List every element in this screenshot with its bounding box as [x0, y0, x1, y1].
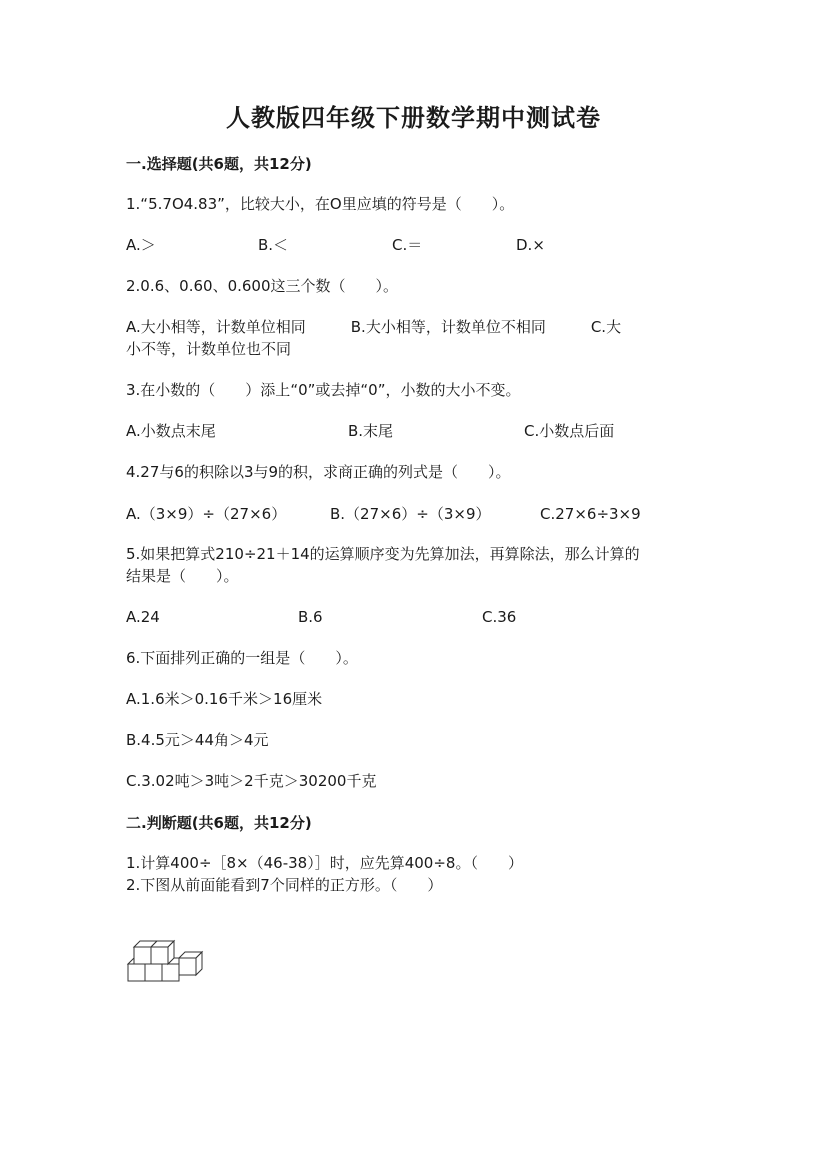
- question-6-option-c: C.3.02吨＞3吨＞2千克＞30200千克: [126, 772, 377, 790]
- option-d: D.×: [516, 236, 545, 254]
- question-5-line-2: 结果是（ ）。: [126, 567, 239, 585]
- option-c: C.小数点后面: [524, 422, 615, 440]
- option-c: C.27×6÷3×9: [540, 505, 641, 523]
- option-b: B.（27×6）÷（3×9）: [330, 505, 491, 523]
- cube-face: [151, 947, 168, 964]
- section-heading-choice: 一.选择题(共6题，共12分): [126, 155, 312, 173]
- option-a: A.小数点末尾: [126, 422, 216, 440]
- option-a: A.＞: [126, 236, 156, 254]
- question-1: 1.“5.7O4.83”，比较大小，在O里应填的符号是（ ）。: [126, 195, 515, 213]
- option-c: C.36: [482, 608, 517, 626]
- cube-face: [128, 964, 145, 981]
- question-6-option-b: B.4.5元＞44角＞4元: [126, 731, 269, 749]
- question-4-options: [126, 503, 726, 525]
- question-2-options-line-2: 小不等，计数单位也不同: [126, 340, 292, 358]
- question-6: 6.下面排列正确的一组是（ ）。: [126, 649, 358, 667]
- option-a: A.24: [126, 608, 160, 626]
- section-heading-judgment: 二.判断题(共6题，共12分): [126, 814, 312, 832]
- cube-face: [134, 947, 151, 964]
- option-b: B.6: [298, 608, 323, 626]
- question-2: 2.0.6、0.60、0.600这三个数（ ）。: [126, 277, 399, 295]
- cube-figure: [124, 936, 210, 986]
- cube-face: [145, 964, 162, 981]
- question-1-options: [126, 234, 726, 256]
- page-title: 人教版四年级下册数学期中测试卷: [226, 103, 601, 132]
- option-b: B.＜: [258, 236, 289, 254]
- question-3-options: [126, 420, 726, 442]
- judgment-1: 1.计算400÷［8×（46-38）］时，应先算400÷8。（ ）: [126, 854, 523, 872]
- question-5-options: [126, 606, 726, 628]
- question-6-option-a: A.1.6米＞0.16千米＞16厘米: [126, 690, 323, 708]
- option-a: A.（3×9）÷（27×6）: [126, 505, 287, 523]
- option-b: B.末尾: [348, 422, 394, 440]
- cube-face: [179, 958, 196, 975]
- judgment-2: 2.下图从前面能看到7个同样的正方形。（ ）: [126, 876, 443, 894]
- question-4: 4.27与6的积除以3与9的积，求商正确的列式是（ ）。: [126, 463, 511, 481]
- option-c: C.＝: [392, 236, 423, 254]
- cube-face: [162, 964, 179, 981]
- question-5-line-1: 5.如果把算式210÷21＋14的运算顺序变为先算加法，再算除法，那么计算的: [126, 545, 640, 563]
- question-2-options-line-1: A.大小相等，计数单位相同 B.大小相等，计数单位不相同 C.大: [126, 318, 622, 336]
- question-3: 3.在小数的（ ）添上“0”或去掉“0”，小数的大小不变。: [126, 381, 521, 399]
